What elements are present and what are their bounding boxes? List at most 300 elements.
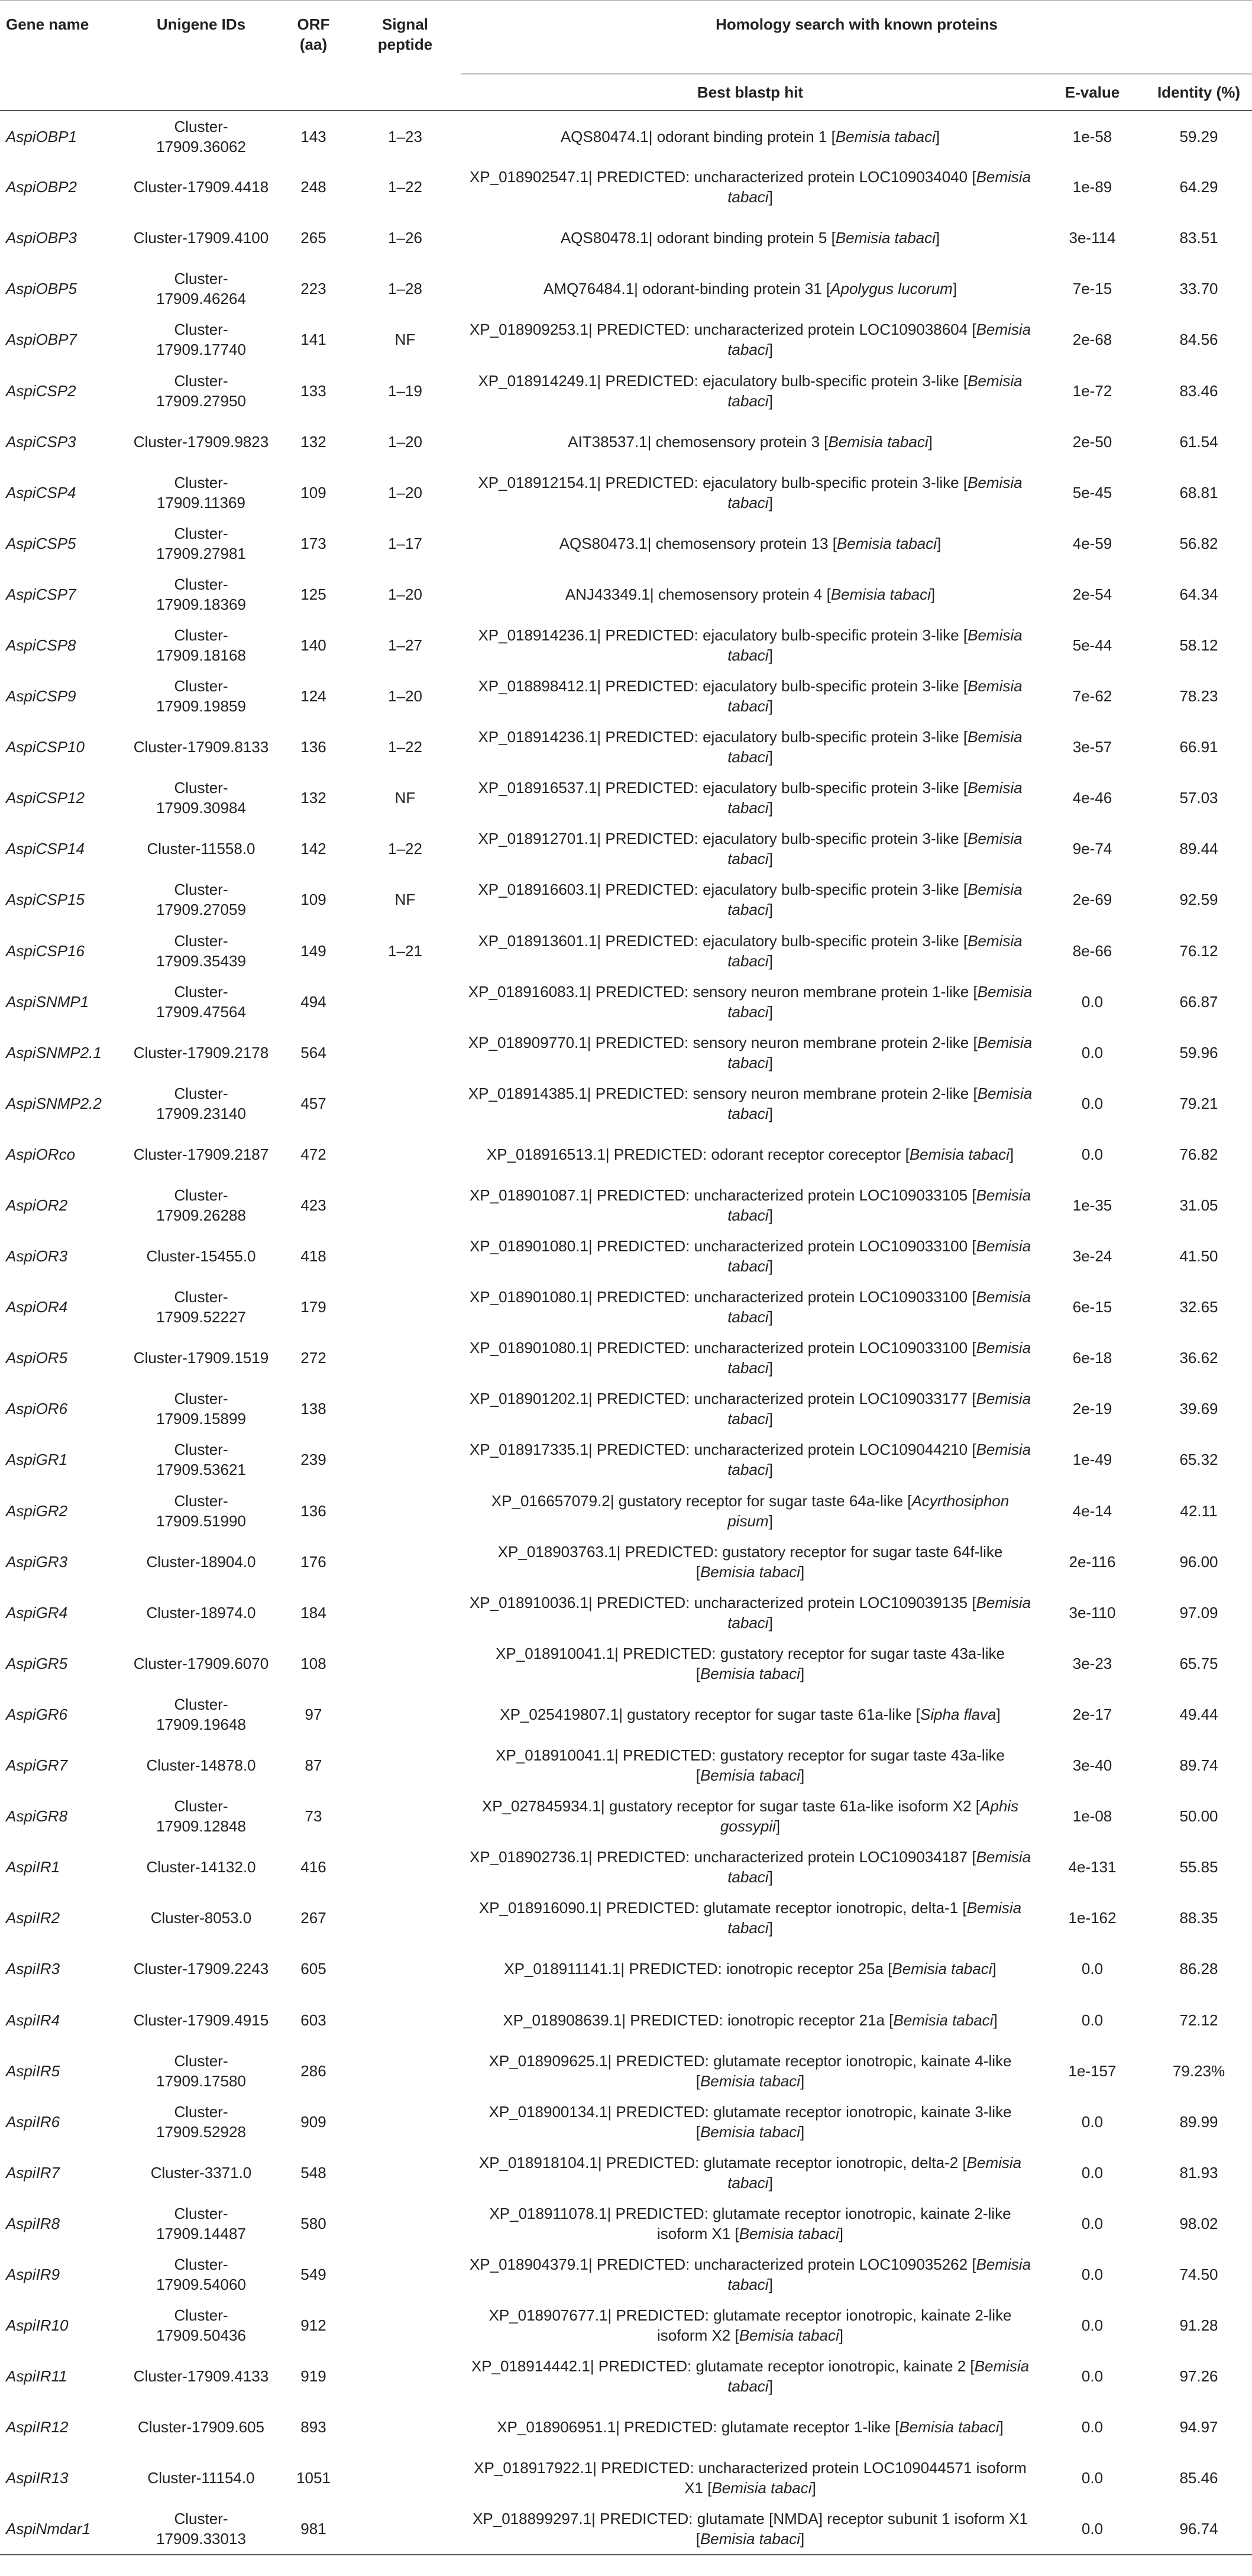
unigene-id-cell: Cluster-15455.0: [146, 1247, 256, 1266]
bracket-open: [: [968, 1186, 976, 1205]
bracket-open: [: [821, 280, 831, 298]
signal-peptide-cell: 1–22: [388, 840, 422, 858]
unigene-id-cell: Cluster-17909.51990: [156, 1491, 246, 1530]
table-row: [0, 365, 1252, 416]
bracket-open: [: [968, 1441, 976, 1459]
gene-name-cell: AspiIR11: [6, 2367, 67, 2386]
unigene-id-cell: Cluster-17909.27950: [156, 371, 246, 410]
unigene-id-cell: Cluster-17909.4418: [133, 178, 269, 196]
gene-name-cell: AspiCSP12: [6, 789, 85, 807]
bracket-close: ]: [800, 1766, 805, 1785]
bracket-open: [: [966, 2357, 975, 2376]
e-value-cell: 5e-45: [1072, 483, 1112, 501]
identity-cell: 61.54: [1179, 432, 1218, 451]
col-best-hit: Best blastp hit: [461, 74, 1039, 111]
orf-cell: 248: [300, 178, 326, 196]
e-value-cell: 2e-50: [1072, 432, 1112, 451]
table-row: [0, 1587, 1252, 1638]
signal-peptide-cell: 1–20: [388, 585, 422, 603]
orf-cell: 109: [300, 891, 326, 909]
species-name: Bemisia tabaci: [727, 982, 1033, 1021]
unigene-id-cell: Cluster-17909.36062: [156, 117, 246, 156]
bracket-close: ]: [937, 534, 942, 552]
bracket-close: ]: [768, 748, 773, 766]
bracket-close: ]: [800, 2529, 805, 2548]
signal-peptide-cell: 1–28: [388, 280, 422, 298]
species-name: Bemisia tabaci: [700, 2122, 801, 2141]
unigene-id-cell: Cluster-17909.11369: [157, 473, 245, 512]
best-hit-text: AIT38537.1| chemosensory protein 3: [568, 432, 820, 451]
orf-cell: 140: [300, 636, 326, 654]
unigene-id-cell: Cluster-17909.1519: [133, 1349, 269, 1367]
e-value-cell: 2e-54: [1072, 585, 1112, 603]
gene-name-cell: AspiOBP3: [6, 229, 77, 247]
gene-name-cell: AspiGR6: [6, 1705, 68, 1723]
e-value-cell: 0.0: [1081, 1043, 1104, 1062]
e-value-cell: 1e-35: [1072, 1196, 1112, 1215]
best-hit-cell: [461, 2046, 1039, 2096]
identity-cell: 58.12: [1179, 636, 1218, 654]
best-hit-cell: [461, 2096, 1039, 2147]
best-hit-cell: [461, 1383, 1039, 1434]
e-value-cell: 7e-15: [1072, 280, 1112, 298]
signal-peptide-cell: [349, 2096, 461, 2147]
signal-peptide-cell: [349, 1536, 461, 1587]
best-hit-cell: [461, 1129, 1039, 1180]
best-hit-cell: [461, 212, 1039, 263]
best-hit-text: XP_018912154.1| PREDICTED: ejaculatory bulb-specific protein 3-like: [478, 473, 959, 491]
species-name: Bemisia tabaci: [727, 321, 1031, 359]
bracket-close: ]: [952, 280, 957, 298]
unigene-id-cell: Cluster-11154.0: [147, 2469, 255, 2487]
signal-peptide-cell: [349, 1027, 461, 1078]
unigene-id-cell: Cluster-17909.26288: [156, 1186, 246, 1225]
col-unigene-ids: Unigene IDs: [156, 15, 246, 33]
signal-peptide-cell: [349, 1383, 461, 1434]
best-hit-cell: [461, 2452, 1039, 2503]
species-name: Bemisia tabaci: [727, 473, 1023, 512]
identity-cell: 86.28: [1179, 1960, 1218, 1978]
col-gene-name: Gene name: [6, 15, 89, 33]
best-hit-text: AQS80473.1| chemosensory protein 13: [559, 534, 829, 552]
gene-name-cell: AspiSNMP2.2: [6, 1094, 102, 1112]
table-row: [0, 111, 1252, 161]
unigene-id-cell: Cluster-17909.19648: [156, 1695, 246, 1733]
signal-peptide-cell: [349, 1281, 461, 1332]
e-value-cell: 1e-08: [1072, 1807, 1112, 1826]
identity-cell: 91.28: [1179, 2316, 1218, 2335]
orf-cell: 893: [300, 2418, 326, 2436]
signal-peptide-cell: [349, 1078, 461, 1129]
species-name: Bemisia tabaci: [892, 1960, 992, 1978]
bracket-close: ]: [935, 127, 940, 145]
identity-cell: 78.23: [1179, 687, 1218, 706]
bracket-open: [: [695, 2122, 700, 2141]
orf-cell: 603: [300, 2011, 326, 2029]
best-hit-cell: [461, 111, 1039, 161]
table-row: [0, 1740, 1252, 1791]
gene-name-cell: AspiGR3: [6, 1552, 68, 1571]
gene-name-cell: AspiGR7: [6, 1756, 68, 1775]
unigene-id-cell: Cluster-17909.35439: [156, 931, 246, 970]
species-name: Bemisia tabaci: [727, 728, 1023, 766]
best-hit-cell: [461, 925, 1039, 976]
gene-name-cell: AspiCSP8: [6, 636, 76, 654]
best-hit-cell: [461, 1689, 1039, 1740]
orf-cell: 416: [300, 1858, 326, 1876]
orf-cell: 272: [300, 1349, 326, 1367]
gene-name-cell: AspiCSP5: [6, 534, 76, 552]
identity-cell: 64.34: [1179, 585, 1218, 603]
best-hit-cell: [461, 2351, 1039, 2402]
species-name: Bemisia tabaci: [727, 2153, 1022, 2192]
species-name: Bemisia tabaci: [727, 1084, 1033, 1122]
identity-cell: 88.35: [1179, 1909, 1218, 1927]
table-row: [0, 1180, 1252, 1231]
bracket-open: [: [959, 473, 968, 491]
unigene-id-cell: Cluster-17909.27059: [156, 881, 246, 919]
e-value-cell: 3e-24: [1072, 1247, 1112, 1266]
bracket-close: ]: [768, 188, 773, 206]
table-row: [0, 1078, 1252, 1129]
table-row: [0, 976, 1252, 1027]
species-name: Bemisia tabaci: [727, 931, 1023, 970]
e-value-cell: 2e-68: [1072, 331, 1112, 349]
best-hit-cell: [461, 1332, 1039, 1383]
gene-name-cell: AspiOBP1: [6, 127, 77, 145]
bracket-open: [: [959, 626, 968, 644]
best-hit-text: XP_018901202.1| PREDICTED: uncharacterized protein LOC109033177: [469, 1390, 968, 1408]
best-hit-text: XP_018904379.1| PREDICTED: uncharacterized protein LOC109035262: [469, 2255, 968, 2273]
gene-name-cell: AspiOR6: [6, 1400, 68, 1418]
best-hit-cell: [461, 1943, 1039, 1994]
identity-cell: 64.29: [1179, 178, 1218, 196]
best-hit-text: XP_018918104.1| PREDICTED: glutamate receptor ionotropic, delta-2: [478, 2153, 959, 2172]
best-hit-cell: [461, 518, 1039, 569]
best-hit-text: AQS80478.1| odorant binding protein 5: [560, 229, 827, 247]
identity-cell: 68.81: [1179, 483, 1218, 501]
best-hit-text: XP_018910041.1| PREDICTED: gustatory receptor for sugar taste 43a-like: [496, 1746, 1005, 1765]
best-hit-text: XP_025419807.1| gustatory receptor for sugar taste 61a-like: [500, 1705, 912, 1723]
gene-name-cell: AspiIR1: [6, 1858, 60, 1876]
orf-cell: 109: [300, 483, 326, 501]
identity-cell: 89.44: [1179, 840, 1218, 858]
orf-cell: 423: [300, 1196, 326, 1215]
unigene-id-cell: Cluster-17909.23140: [156, 1084, 246, 1122]
unigene-id-cell: Cluster-17909.8133: [133, 738, 269, 756]
col-e-value: E-value: [1039, 74, 1146, 111]
e-value-cell: 8e-66: [1072, 941, 1112, 960]
identity-cell: 59.29: [1179, 127, 1218, 145]
bracket-close: ]: [999, 2418, 1004, 2436]
unigene-id-cell: Cluster-3371.0: [150, 2163, 252, 2182]
unigene-id-cell: Cluster-17909.50436: [156, 2306, 246, 2345]
bracket-open: [: [968, 168, 976, 186]
bracket-close: ]: [768, 1512, 773, 1530]
e-value-cell: 0.0: [1081, 2265, 1104, 2283]
best-hit-cell: [461, 1078, 1039, 1129]
best-hit-text: XP_027845934.1| gustatory receptor for sugar taste 61a-like isoform X2: [481, 1797, 972, 1816]
header-row: [0, 1, 1252, 74]
orf-cell: 286: [300, 2062, 326, 2080]
e-value-cell: 0.0: [1081, 1094, 1104, 1112]
table-row: [0, 416, 1252, 467]
table-row: [0, 1486, 1252, 1536]
species-name: Bemisia tabaci: [727, 677, 1023, 716]
bracket-open: [: [968, 1390, 976, 1408]
best-hit-text: XP_018909770.1| PREDICTED: sensory neuron membrane protein 2-like: [468, 1033, 969, 1051]
species-name: Bemisia tabaci: [727, 881, 1023, 919]
orf-cell: 87: [305, 1756, 322, 1775]
bracket-close: ]: [768, 391, 773, 410]
best-hit-cell: [461, 772, 1039, 823]
orf-cell: 549: [300, 2265, 326, 2283]
species-name: Bemisia tabaci: [711, 2479, 812, 2497]
gene-name-cell: AspiOBP7: [6, 331, 77, 349]
identity-cell: 74.50: [1179, 2265, 1218, 2283]
best-hit-cell: [461, 2503, 1039, 2554]
signal-peptide-cell: [349, 2198, 461, 2249]
identity-cell: 56.82: [1179, 534, 1218, 552]
species-name: Sipha flava: [920, 1705, 997, 1723]
species-name: Bemisia tabaci: [727, 168, 1031, 206]
best-hit-text: XP_018917922.1| PREDICTED: uncharacterized protein LOC109044571 isoform X1: [474, 2459, 1027, 2497]
best-hit-text: XP_018902736.1| PREDICTED: uncharacterized protein LOC109034187: [469, 1848, 968, 1866]
gene-name-cell: AspiOR3: [6, 1247, 68, 1266]
gene-name-cell: AspiCSP3: [6, 432, 76, 451]
bracket-open: [: [968, 1237, 976, 1255]
bracket-close: ]: [768, 901, 773, 919]
gene-name-cell: AspiIR13: [6, 2469, 69, 2487]
bracket-close: ]: [768, 850, 773, 868]
best-hit-cell: [461, 263, 1039, 314]
bracket-open: [: [968, 1288, 976, 1306]
best-hit-cell: [461, 2300, 1039, 2351]
table-row: [0, 1383, 1252, 1434]
unigene-id-cell: Cluster-17909.46264: [156, 270, 246, 308]
bracket-close: ]: [800, 1562, 805, 1581]
bracket-open: [: [968, 321, 976, 339]
signal-peptide-cell: [349, 1842, 461, 1892]
e-value-cell: 1e-72: [1072, 381, 1112, 400]
bracket-close: ]: [768, 493, 773, 512]
bracket-open: [: [969, 982, 978, 1001]
bracket-close: ]: [768, 952, 773, 970]
gene-name-cell: AspiOR5: [6, 1349, 68, 1367]
species-name: Aphis gossypii: [720, 1797, 1019, 1836]
best-hit-text: XP_016657079.2| gustatory receptor for sugar taste 64a-like: [491, 1491, 903, 1510]
best-hit-text: XP_018910041.1| PREDICTED: gustatory receptor for sugar taste 43a-like: [496, 1644, 1005, 1662]
signal-peptide-cell: [349, 1231, 461, 1281]
species-name: Bemisia tabaci: [727, 2357, 1030, 2396]
identity-cell: 89.99: [1179, 2112, 1218, 2131]
signal-peptide-cell: 1–22: [388, 178, 422, 196]
identity-cell: 81.93: [1179, 2163, 1218, 2182]
bracket-close: ]: [768, 1308, 773, 1326]
gene-name-cell: AspiIR8: [6, 2214, 60, 2232]
best-hit-cell: [461, 1791, 1039, 1842]
signal-peptide-cell: [349, 976, 461, 1027]
unigene-id-cell: Cluster-11558.0: [147, 840, 255, 858]
e-value-cell: 0.0: [1081, 2316, 1104, 2335]
orf-cell: 912: [300, 2316, 326, 2335]
orf-cell: 239: [300, 1451, 326, 1469]
identity-cell: 76.12: [1179, 941, 1218, 960]
orf-cell: 223: [300, 280, 326, 298]
bracket-open: [: [730, 2326, 739, 2345]
table-row: [0, 314, 1252, 365]
table-row: [0, 925, 1252, 976]
best-hit-cell: [461, 1180, 1039, 1231]
signal-peptide-cell: [349, 1129, 461, 1180]
gene-name-cell: AspiOR2: [6, 1196, 68, 1215]
best-hit-text: XP_018912701.1| PREDICTED: ejaculatory bulb-specific protein 3-like: [478, 830, 959, 848]
gene-name-cell: AspiCSP16: [6, 941, 85, 960]
bracket-open: [: [968, 2255, 976, 2273]
bracket-close: ]: [768, 2377, 773, 2396]
signal-peptide-cell: [349, 1434, 461, 1485]
bracket-open: [: [827, 229, 836, 247]
bracket-open: [: [968, 1593, 976, 1611]
e-value-cell: 1e-58: [1072, 127, 1112, 145]
e-value-cell: 0.0: [1081, 2112, 1104, 2131]
species-name: Bemisia tabaci: [830, 585, 931, 603]
signal-peptide-cell: NF: [394, 891, 416, 909]
table-row: [0, 467, 1252, 518]
signal-peptide-cell: [349, 1943, 461, 1994]
best-hit-text: XP_018901080.1| PREDICTED: uncharacterized protein LOC109033100: [469, 1339, 968, 1357]
best-hit-text: XP_018911141.1| PREDICTED: ionotropic receptor 25a: [504, 1960, 884, 1978]
signal-peptide-cell: [349, 1994, 461, 2045]
bracket-open: [: [883, 1960, 892, 1978]
best-hit-cell: [461, 1434, 1039, 1485]
signal-peptide-cell: [349, 2402, 461, 2452]
bracket-close: ]: [768, 1410, 773, 1428]
identity-cell: 79.21: [1179, 1094, 1218, 1112]
bracket-open: [: [827, 127, 836, 145]
species-name: Bemisia tabaci: [727, 371, 1023, 410]
orf-cell: 143: [300, 127, 326, 145]
orf-cell: 981: [300, 2519, 326, 2538]
best-hit-text: XP_018903763.1| PREDICTED: gustatory receptor for sugar taste 64f-like: [497, 1542, 1003, 1561]
species-name: Apolygus lucorum: [830, 280, 953, 298]
identity-cell: 33.70: [1179, 280, 1218, 298]
table-row: [0, 1994, 1252, 2045]
bracket-open: [: [959, 677, 968, 695]
best-hit-cell: [461, 365, 1039, 416]
bracket-open: [: [969, 1084, 978, 1102]
signal-peptide-cell: NF: [394, 331, 416, 349]
species-name: Bemisia tabaci: [828, 432, 929, 451]
best-hit-cell: [461, 2147, 1039, 2198]
orf-cell: 457: [300, 1094, 326, 1112]
e-value-cell: 1e-162: [1068, 1909, 1117, 1927]
orf-cell: 494: [300, 992, 326, 1011]
table-row: [0, 2402, 1252, 2452]
e-value-cell: 0.0: [1081, 1960, 1104, 1978]
signal-peptide-cell: [349, 2249, 461, 2300]
best-hit-text: XP_018911078.1| PREDICTED: glutamate receptor ionotropic, kainate 2-like isoform X1: [489, 2204, 1011, 2242]
bracket-open: [: [971, 1797, 981, 1816]
unigene-id-cell: Cluster-17909.4915: [133, 2011, 269, 2029]
bracket-close: ]: [1009, 1145, 1014, 1163]
species-name: Bemisia tabaci: [700, 1664, 801, 1682]
orf-cell: 149: [300, 941, 326, 960]
e-value-cell: 3e-114: [1069, 229, 1116, 247]
gene-name-cell: AspiCSP10: [6, 738, 85, 756]
bracket-close: ]: [992, 1960, 997, 1978]
bracket-close: ]: [768, 341, 773, 359]
bracket-open: [: [820, 432, 829, 451]
best-hit-text: XP_018910036.1| PREDICTED: uncharacterized protein LOC109039135: [469, 1593, 968, 1611]
bracket-open: [: [695, 1766, 700, 1785]
orf-cell: 133: [300, 381, 326, 400]
bracket-open: [: [902, 1491, 912, 1510]
bracket-open: [: [695, 1562, 700, 1581]
identity-cell: 65.32: [1179, 1451, 1218, 1469]
e-value-cell: 2e-116: [1069, 1552, 1116, 1571]
identity-cell: 50.00: [1179, 1807, 1218, 1826]
identity-cell: 98.02: [1179, 2214, 1218, 2232]
bracket-open: [: [958, 2153, 967, 2172]
identity-cell: 96.74: [1179, 2519, 1218, 2538]
table-row: [0, 1943, 1252, 1994]
e-value-cell: 4e-131: [1068, 1858, 1117, 1876]
identity-cell: 97.26: [1179, 2367, 1218, 2386]
table-row: [0, 161, 1252, 212]
bracket-open: [: [695, 1664, 700, 1682]
gene-name-cell: AspiSNMP2.1: [6, 1043, 102, 1062]
table-row: [0, 1129, 1252, 1180]
bracket-close: ]: [768, 2173, 773, 2192]
identity-cell: 59.96: [1179, 1043, 1218, 1062]
orf-cell: 909: [300, 2112, 326, 2131]
e-value-cell: 3e-110: [1069, 1603, 1116, 1622]
species-name: Bemisia tabaci: [727, 1033, 1033, 1072]
gene-name-cell: AspiIR7: [6, 2163, 60, 2182]
identity-cell: 97.09: [1179, 1603, 1218, 1622]
bracket-open: [: [968, 1339, 976, 1357]
identity-cell: 72.12: [1179, 2011, 1218, 2029]
table-row: [0, 1791, 1252, 1842]
bracket-close: ]: [935, 229, 940, 247]
bracket-open: [: [959, 779, 968, 797]
e-value-cell: 4e-14: [1072, 1501, 1112, 1520]
species-name: Bemisia tabaci: [727, 1899, 1022, 1937]
unigene-id-cell: Cluster-17909.18369: [156, 575, 246, 613]
best-hit-text: XP_018906951.1| PREDICTED: glutamate receptor 1-like: [497, 2418, 891, 2436]
table-row: [0, 1332, 1252, 1383]
unigene-id-cell: Cluster-14878.0: [146, 1756, 256, 1775]
best-hit-cell: [461, 416, 1039, 467]
bracket-open: [: [901, 1145, 910, 1163]
species-name: Bemisia tabaci: [727, 1848, 1031, 1886]
identity-cell: 32.65: [1179, 1298, 1218, 1316]
signal-peptide-cell: [349, 2351, 461, 2402]
gene-name-cell: AspiNmdar1: [6, 2519, 91, 2538]
orf-cell: 142: [300, 840, 326, 858]
species-name: Bemisia tabaci: [727, 1288, 1031, 1326]
best-hit-cell: [461, 1994, 1039, 2045]
bracket-close: ]: [768, 697, 773, 716]
bracket-close: ]: [768, 1919, 773, 1937]
unigene-id-cell: Cluster-17909.52227: [156, 1288, 246, 1326]
signal-peptide-cell: [349, 1689, 461, 1740]
identity-cell: 66.87: [1179, 992, 1218, 1011]
bracket-close: ]: [775, 1817, 781, 1836]
signal-peptide-cell: 1–27: [388, 636, 422, 654]
orf-cell: 141: [300, 331, 326, 349]
